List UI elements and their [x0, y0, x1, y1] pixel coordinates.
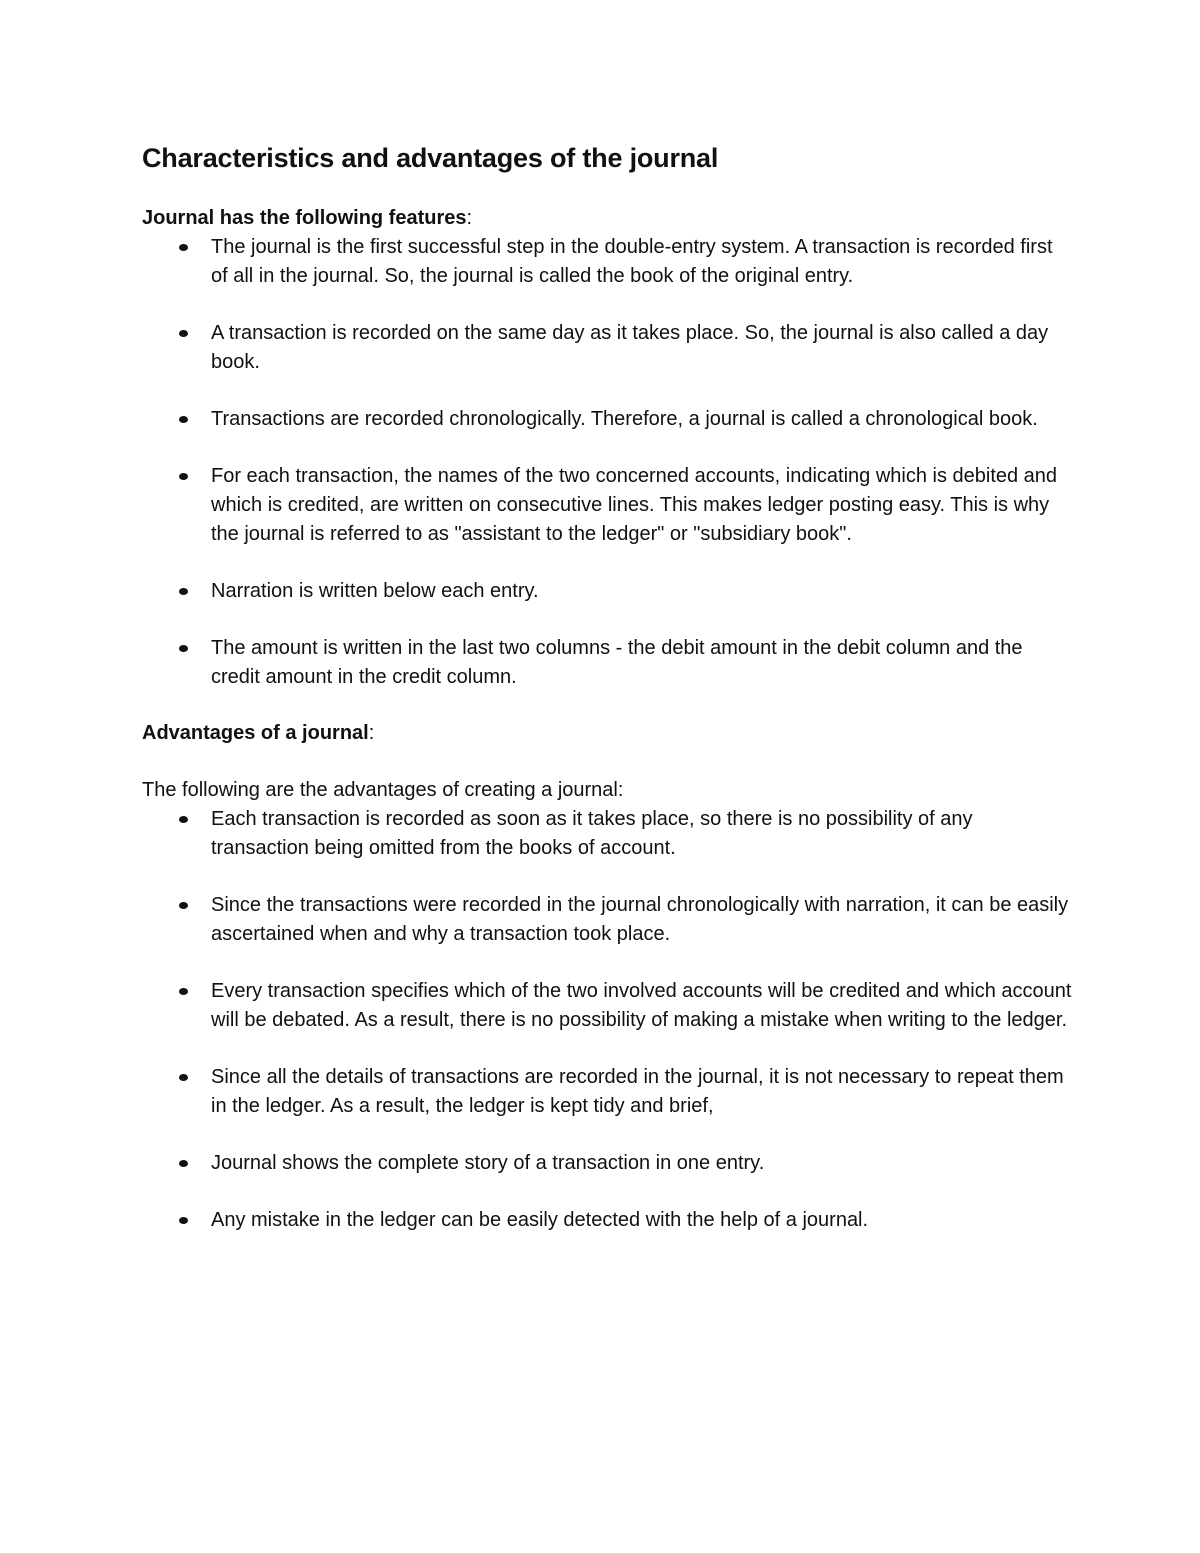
features-heading — [142, 204, 1072, 233]
bullet-icon — [179, 416, 188, 423]
list-item — [142, 634, 1072, 692]
page-title: Characteristics and advantages of the journal — [142, 143, 719, 173]
list-item — [142, 233, 1072, 291]
bullet-icon — [179, 988, 188, 995]
features-heading-colon: : — [466, 207, 473, 229]
list-item-text: For each transaction, the names of the two concerned accounts, indicating which is debited and which is credited, are written on consecutive lines. This makes ledger posting easy. This is why the journal is referred to as "assistant to the ledger" or "subsidiary book". — [211, 465, 1058, 545]
advantages-heading — [142, 719, 1072, 748]
advantages-heading-text: Advantages of a journal — [142, 722, 369, 744]
list-item — [142, 462, 1072, 549]
list-item-text: Every transaction specifies which of the two involved accounts will be credited and which account will be debated. As a result, there is no possibility of making a mistake when writing to the ledger. — [211, 980, 1072, 1031]
list-item-text: Each transaction is recorded as soon as it takes place, so there is no possibility of any transaction being omitted from the books of account. — [211, 808, 973, 859]
bullet-icon — [179, 473, 188, 480]
bullet-icon — [179, 1217, 188, 1224]
list-item-text: Since all the details of transactions are recorded in the journal, it is not necessary to repeat them in the ledger. As a result, the ledger is kept tidy and brief, — [211, 1066, 1064, 1117]
list-item — [142, 977, 1072, 1035]
list-item-text: The amount is written in the last two columns - the debit amount in the debit column and the credit amount in the credit column. — [211, 637, 1023, 688]
list-item — [142, 1063, 1072, 1121]
advantages-heading-colon: : — [368, 722, 375, 744]
bullet-icon — [179, 816, 188, 823]
list-item-text: Any mistake in the ledger can be easily detected with the help of a journal. — [211, 1209, 869, 1231]
list-item — [142, 1206, 1072, 1235]
advantages-list — [142, 805, 1072, 1235]
bullet-icon — [179, 244, 188, 251]
list-item — [142, 891, 1072, 949]
bullet-icon — [179, 902, 188, 909]
list-item-text: The journal is the first successful step in the double-entry system. A transaction is recorded first of all in the journal. So, the journal is called the book of the original entry. — [211, 236, 1053, 287]
list-item-text: A transaction is recorded on the same day as it takes place. So, the journal is also called a day book. — [211, 322, 1049, 373]
bullet-icon — [179, 330, 188, 337]
bullet-icon — [179, 1160, 188, 1167]
list-item — [142, 405, 1072, 434]
list-item-text: Narration is written below each entry. — [211, 580, 539, 602]
list-item — [142, 805, 1072, 863]
features-list — [142, 233, 1072, 692]
features-heading-text: Journal has the following features — [142, 207, 467, 229]
list-item — [142, 577, 1072, 606]
bullet-icon — [179, 1074, 188, 1081]
list-item-text: Journal shows the complete story of a transaction in one entry. — [211, 1152, 765, 1174]
advantages-intro: The following are the advantages of creating a journal: — [142, 779, 624, 801]
list-item — [142, 319, 1072, 377]
list-item — [142, 1149, 1072, 1178]
list-item-text: Since the transactions were recorded in the journal chronologically with narration, it can be easily ascertained when and why a transaction took place. — [211, 894, 1069, 945]
bullet-icon — [179, 588, 188, 595]
document-page — [142, 142, 1072, 1235]
bullet-icon — [179, 645, 188, 652]
list-item-text: Transactions are recorded chronologically. Therefore, a journal is called a chronological book. — [211, 408, 1038, 430]
